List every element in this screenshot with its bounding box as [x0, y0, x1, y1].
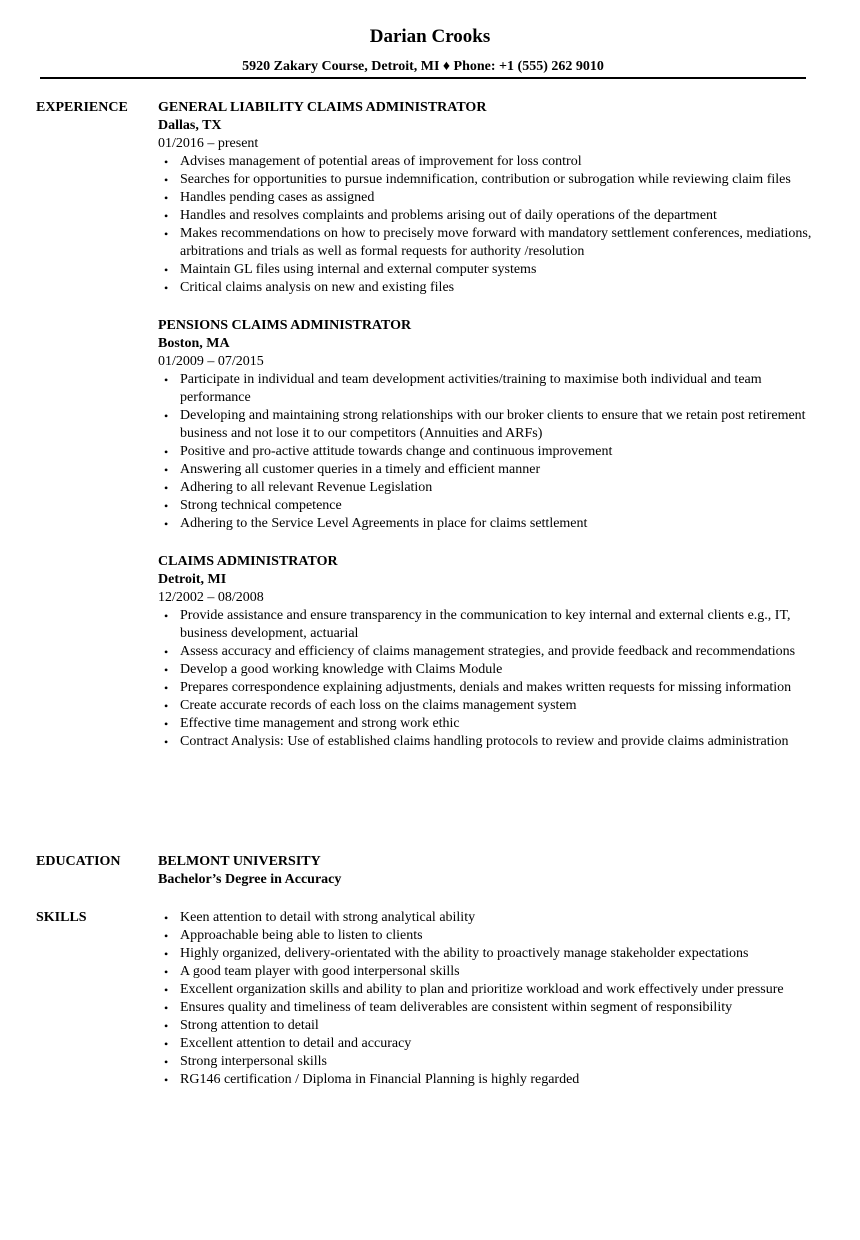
- bullet-item: [158, 607, 818, 643]
- bullet-icon: •: [164, 281, 169, 295]
- skills-list-wrapper: [158, 909, 818, 1089]
- bullet-item: [158, 963, 818, 981]
- resume-name: Darian Crooks: [369, 26, 491, 47]
- bullet-text: Strong attention to detail: [180, 1018, 319, 1033]
- bullet-item: [158, 1053, 818, 1071]
- bullet-icon: •: [164, 965, 169, 979]
- bullet-text: Effective time management and strong work ethic: [180, 716, 460, 731]
- bullet-icon: •: [164, 983, 169, 997]
- bullet-icon: •: [164, 1055, 169, 1069]
- bullet-item: [158, 981, 818, 999]
- bullet-icon: •: [164, 173, 169, 187]
- education-entry: [158, 853, 818, 889]
- bullet-text: Makes recommendations on how to precisely move forward with mandatory settlement conferences, mediations, arbitrations and trials as well as formal requests for authority /resolution: [180, 226, 812, 259]
- experience-list: [158, 99, 818, 771]
- bullet-text: Keen attention to detail with strong analytical ability: [180, 910, 476, 925]
- bullet-text: Critical claims analysis on new and existing files: [180, 280, 455, 295]
- bullet-text: Contract Analysis: Use of established claims handling protocols to review and provide claims administration: [180, 734, 789, 749]
- skills-heading: SKILLS: [36, 910, 87, 925]
- bullet-icon: •: [164, 717, 169, 731]
- bullet-icon: •: [164, 1037, 169, 1051]
- bullet-item: [158, 279, 818, 297]
- bullet-text: Adhering to the Service Level Agreements in place for claims settlement: [180, 516, 588, 531]
- job-dates: 12/2002 – 08/2008: [158, 590, 264, 605]
- bullet-item: [158, 407, 818, 443]
- bullet-item: [158, 225, 818, 261]
- job-title: PENSIONS CLAIMS ADMINISTRATOR: [158, 318, 412, 333]
- bullet-item: [158, 697, 818, 715]
- bullet-icon: •: [164, 227, 169, 241]
- job-entry: [158, 553, 818, 751]
- bullet-item: [158, 661, 818, 679]
- skills-list: [158, 909, 818, 1089]
- bullet-text: Handles and resolves complaints and problems arising out of daily operations of the department: [180, 208, 717, 223]
- bullet-item: [158, 479, 818, 497]
- bullet-text: Answering all customer queries in a timely and efficient manner: [180, 462, 541, 477]
- bullet-item: [158, 497, 818, 515]
- bullet-item: [158, 909, 818, 927]
- bullet-text: Participate in individual and team development activities/training to maximise both individual and team performance: [180, 372, 762, 405]
- job-location: Detroit, MI: [158, 572, 227, 587]
- bullet-text: Provide assistance and ensure transparency in the communication to key internal and external clients e.g., IT, business development, actuarial: [180, 608, 791, 641]
- bullet-icon: •: [164, 645, 169, 659]
- job-bullets: [158, 153, 818, 297]
- bullet-text: RG146 certification / Diploma in Financial Planning is highly regarded: [180, 1072, 580, 1087]
- bullet-item: [158, 153, 818, 171]
- job-title: GENERAL LIABILITY CLAIMS ADMINISTRATOR: [158, 100, 487, 115]
- bullet-icon: •: [164, 499, 169, 513]
- bullet-text: Strong interpersonal skills: [180, 1054, 327, 1069]
- bullet-text: Handles pending cases as assigned: [180, 190, 375, 205]
- bullet-icon: •: [164, 699, 169, 713]
- bullet-item: [158, 261, 818, 279]
- bullet-item: [158, 461, 818, 479]
- bullet-text: Searches for opportunities to pursue indemnification, contribution or subrogation while reviewing claim files: [180, 172, 791, 187]
- bullet-text: Prepares correspondence explaining adjustments, denials and makes written requests for missing information: [180, 680, 792, 695]
- bullet-icon: •: [164, 263, 169, 277]
- bullet-text: Assess accuracy and efficiency of claims management strategies, and provide feedback and recommendations: [180, 644, 796, 659]
- bullet-item: [158, 189, 818, 207]
- bullet-item: [158, 1071, 818, 1089]
- bullet-text: Strong technical competence: [180, 498, 342, 513]
- bullet-item: [158, 927, 818, 945]
- bullet-icon: •: [164, 1001, 169, 1015]
- bullet-icon: •: [164, 911, 169, 925]
- header-divider: [40, 77, 806, 79]
- bullet-icon: •: [164, 1073, 169, 1087]
- bullet-item: [158, 643, 818, 661]
- bullet-icon: •: [164, 155, 169, 169]
- bullet-item: [158, 715, 818, 733]
- bullet-item: [158, 679, 818, 697]
- bullet-item: [158, 999, 818, 1017]
- job-entry: [158, 99, 818, 297]
- bullet-icon: •: [164, 209, 169, 223]
- school-name: BELMONT UNIVERSITY: [158, 854, 321, 869]
- bullet-item: [158, 207, 818, 225]
- bullet-item: [158, 1017, 818, 1035]
- degree: Bachelor’s Degree in Accuracy: [158, 872, 342, 887]
- bullet-icon: •: [164, 481, 169, 495]
- bullet-item: [158, 945, 818, 963]
- bullet-text: Advises management of potential areas of improvement for loss control: [180, 154, 582, 169]
- bullet-icon: •: [164, 373, 169, 387]
- bullet-text: Develop a good working knowledge with Claims Module: [180, 662, 503, 677]
- job-entry: [158, 317, 818, 533]
- bullet-text: Adhering to all relevant Revenue Legislation: [180, 480, 433, 495]
- bullet-text: Highly organized, delivery-orientated with the ability to proactively manage stakeholder expectations: [180, 946, 749, 961]
- job-location: Dallas, TX: [158, 118, 222, 133]
- bullet-text: Developing and maintaining strong relationships with our broker clients to ensure that we retain post retirement business and not lose it to our competitors (Annuities and ARFs): [180, 408, 806, 441]
- job-location: Boston, MA: [158, 336, 230, 351]
- job-dates: 01/2009 – 07/2015: [158, 354, 264, 369]
- bullet-text: Maintain GL files using internal and external computer systems: [180, 262, 537, 277]
- bullet-item: [158, 733, 818, 751]
- bullet-icon: •: [164, 463, 169, 477]
- bullet-text: Approachable being able to listen to clients: [180, 928, 423, 943]
- bullet-icon: •: [164, 681, 169, 695]
- bullet-icon: •: [164, 947, 169, 961]
- bullet-icon: •: [164, 1019, 169, 1033]
- bullet-item: [158, 171, 818, 189]
- bullet-text: Excellent attention to detail and accuracy: [180, 1036, 412, 1051]
- bullet-text: A good team player with good interpersonal skills: [180, 964, 460, 979]
- bullet-text: Ensures quality and timeliness of team deliverables are consistent within segment of responsibility: [180, 1000, 733, 1015]
- bullet-text: Positive and pro-active attitude towards change and continuous improvement: [180, 444, 613, 459]
- bullet-text: Excellent organization skills and ability to plan and prioritize workload and work effectively under pressure: [180, 982, 784, 997]
- education-heading: EDUCATION: [36, 854, 121, 869]
- bullet-item: [158, 1035, 818, 1053]
- job-title: CLAIMS ADMINISTRATOR: [158, 554, 338, 569]
- bullet-icon: •: [164, 517, 169, 531]
- job-bullets: [158, 607, 818, 751]
- job-dates: 01/2016 – present: [158, 136, 259, 151]
- job-bullets: [158, 371, 818, 533]
- bullet-icon: •: [164, 445, 169, 459]
- bullet-icon: •: [164, 735, 169, 749]
- bullet-icon: •: [164, 609, 169, 623]
- experience-heading: EXPERIENCE: [36, 100, 128, 115]
- bullet-text: Create accurate records of each loss on the claims management system: [180, 698, 577, 713]
- bullet-icon: •: [164, 929, 169, 943]
- bullet-icon: •: [164, 409, 169, 423]
- bullet-item: [158, 515, 818, 533]
- bullet-icon: •: [164, 663, 169, 677]
- bullet-item: [158, 371, 818, 407]
- bullet-item: [158, 443, 818, 461]
- bullet-icon: •: [164, 191, 169, 205]
- contact-line: 5920 Zakary Course, Detroit, MI ♦ Phone: +1 (555) 262 9010: [242, 59, 604, 74]
